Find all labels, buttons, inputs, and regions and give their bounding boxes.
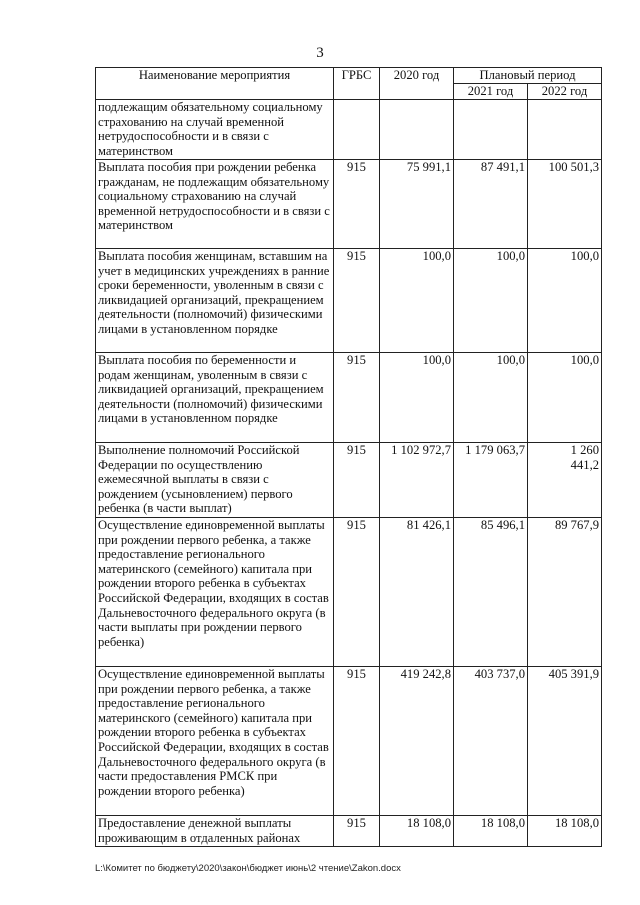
row-2020: 18 108,0	[380, 816, 454, 847]
row-2020: 1 102 972,7	[380, 443, 454, 518]
file-path-footer: L:\Комитет по бюджету\2020\закон\бюджет июнь\2 чтение\Zakon.docx	[95, 863, 401, 874]
header-2020: 2020 год	[380, 68, 454, 100]
row-grbs: 915	[334, 160, 380, 249]
row-name: Выплата пособия женщинам, вставшим на учет в медицинских учреждениях в ранние сроки беременности, уволенным в связи с ликвидацией организаций, прекращением деятельности (полномочий) физическими лицами в установленном порядке	[96, 249, 334, 353]
row-2022: 1 260 441,2	[528, 443, 602, 518]
table-row	[96, 160, 602, 249]
header-name: Наименование мероприятия	[96, 68, 334, 100]
row-2020: 81 426,1	[380, 518, 454, 667]
row-2022: 100,0	[528, 249, 602, 353]
row-2021: 1 179 063,7	[454, 443, 528, 518]
row-name: Осуществление единовременной выплаты при рождении первого ребенка, а также предоставление регионального материнского (семейного) капитала при рождении второго ребенка в субъектах Российской Федерации, входящих в состав Дальневосточного федерального округа (в части выплаты при рождении первого ребенка)	[96, 518, 334, 667]
row-2021: 100,0	[454, 353, 528, 443]
row-grbs: 915	[334, 249, 380, 353]
budget-table	[95, 67, 602, 847]
row-2022	[528, 100, 602, 160]
row-name: подлежащим обязательному социальному страхованию на случай временной нетрудоспособности и в связи с материнством	[96, 100, 334, 160]
row-2021	[454, 100, 528, 160]
page-number: 3	[316, 45, 324, 61]
row-2021: 87 491,1	[454, 160, 528, 249]
row-name: Осуществление единовременной выплаты при рождении первого ребенка, а также предоставление регионального материнского (семейного) капитала при рождении второго ребенка в субъектах Российской Федерации, входящих в состав Дальневосточного федерального округа (в части предоставления РМСК при рождении второго ребенка)	[96, 667, 334, 816]
row-grbs	[334, 100, 380, 160]
row-name: Выплата пособия по беременности и родам женщинам, уволенным в связи с ликвидацией организаций, прекращением деятельности (полномочий) физическими лицами в установленном порядке	[96, 353, 334, 443]
row-name: Выполнение полномочий Российской Федерации по осуществлению ежемесячной выплаты в связи с рождением (усыновлением) первого ребенка (в части выплат)	[96, 443, 334, 518]
row-2021: 85 496,1	[454, 518, 528, 667]
row-2020: 75 991,1	[380, 160, 454, 249]
row-2020	[380, 100, 454, 160]
row-2021: 403 737,0	[454, 667, 528, 816]
header-2022: 2022 год	[528, 84, 602, 100]
row-grbs: 915	[334, 667, 380, 816]
table-row	[96, 816, 602, 847]
header-2021: 2021 год	[454, 84, 528, 100]
row-grbs: 915	[334, 816, 380, 847]
row-2020: 100,0	[380, 353, 454, 443]
row-2022: 18 108,0	[528, 816, 602, 847]
row-name: Выплата пособия при рождении ребенка гражданам, не подлежащим обязательному социальному страхованию на случай временной нетрудоспособности и в связи с материнством	[96, 160, 334, 249]
table-row	[96, 249, 602, 353]
row-2022: 100 501,3	[528, 160, 602, 249]
table-row	[96, 100, 602, 160]
header-grbs: ГРБС	[334, 68, 380, 100]
row-2022: 89 767,9	[528, 518, 602, 667]
row-2022: 405 391,9	[528, 667, 602, 816]
row-2021: 18 108,0	[454, 816, 528, 847]
table-row	[96, 443, 602, 518]
row-2021: 100,0	[454, 249, 528, 353]
row-grbs: 915	[334, 443, 380, 518]
header-plan-period: Плановый период	[454, 68, 602, 84]
header-row	[96, 68, 602, 84]
row-grbs: 915	[334, 518, 380, 667]
row-2020: 419 242,8	[380, 667, 454, 816]
row-2022: 100,0	[528, 353, 602, 443]
row-name: Предоставление денежной выплаты проживающим в отдаленных районах	[96, 816, 334, 847]
row-2020: 100,0	[380, 249, 454, 353]
table-row	[96, 667, 602, 816]
table-row	[96, 518, 602, 667]
row-grbs: 915	[334, 353, 380, 443]
table-row	[96, 353, 602, 443]
